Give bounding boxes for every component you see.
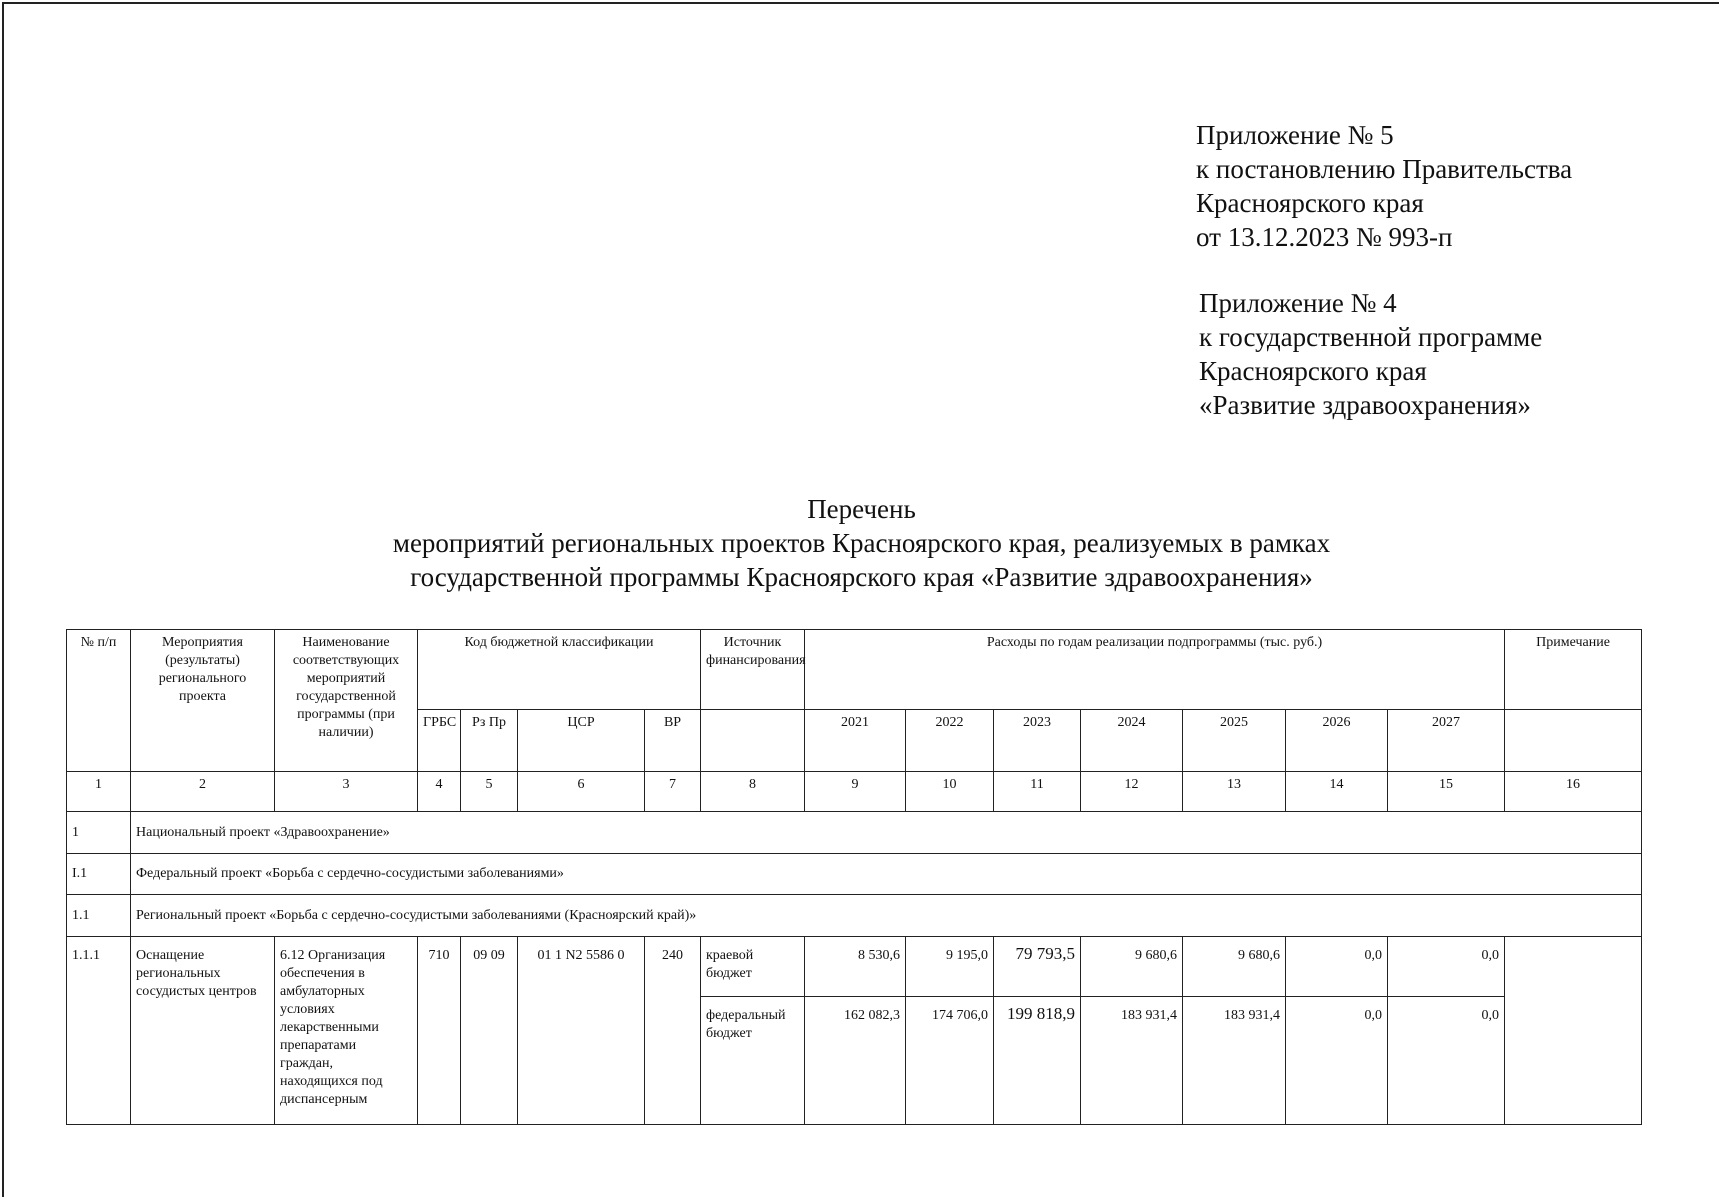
header-year: 2021 (805, 710, 906, 772)
section-num: I.1 (67, 854, 131, 895)
row-grbs: 710 (418, 937, 461, 1125)
attachment-5-header (1196, 118, 1572, 254)
column-number: 2 (131, 772, 275, 812)
attachment-4-line2: к государственной программе (1199, 322, 1543, 352)
attachment-4-line3: Красноярского края (1199, 356, 1427, 386)
header-measures: Мероприятия (результаты) регионального проекта (131, 630, 275, 772)
funding-value: 0,0 (1286, 937, 1388, 997)
attachment-4-line4: «Развитие здравоохранения» (1199, 390, 1531, 420)
row-csr: 01 1 N2 5586 0 (518, 937, 645, 1125)
funding-value: 9 680,6 (1183, 937, 1286, 997)
funding-value: 0,0 (1388, 937, 1505, 997)
section-num: 1.1 (67, 895, 131, 937)
funding-value: 162 082,3 (805, 997, 906, 1125)
section-row (67, 812, 1642, 854)
column-number: 3 (275, 772, 418, 812)
title-line1: Перечень (807, 494, 916, 524)
column-number: 12 (1081, 772, 1183, 812)
header-source-empty (701, 710, 805, 772)
section-text: Региональный проект «Борьба с сердечно-сосудистыми заболеваниями (Красноярский край)» (131, 895, 1642, 937)
column-number: 5 (461, 772, 518, 812)
measures-table (66, 629, 1642, 1125)
column-number: 14 (1286, 772, 1388, 812)
column-number: 13 (1183, 772, 1286, 812)
funding-value: 8 530,6 (805, 937, 906, 997)
column-number: 16 (1505, 772, 1642, 812)
header-num: № п/п (67, 630, 131, 772)
row-num: 1.1.1 (67, 937, 131, 1125)
funding-value: 9 195,0 (906, 937, 994, 997)
attachment-5-line3: Красноярского края (1196, 188, 1424, 218)
header-program-measures: Наименование соответствующих мероприятий государственной программы (при наличии) (275, 630, 418, 772)
header-year: 2022 (906, 710, 994, 772)
funding-value: 183 931,4 (1183, 997, 1286, 1125)
section-row (67, 895, 1642, 937)
header-rzpr: Рз Пр (461, 710, 518, 772)
funding-value: 79 793,5 (994, 937, 1081, 997)
column-number: 8 (701, 772, 805, 812)
header-expenses: Расходы по годам реализации подпрограммы (тыс. руб.) (805, 630, 1505, 710)
header-year: 2026 (1286, 710, 1388, 772)
header-csr: ЦСР (518, 710, 645, 772)
section-num: 1 (67, 812, 131, 854)
column-number: 4 (418, 772, 461, 812)
column-number: 15 (1388, 772, 1505, 812)
attachment-5-line2: к постановлению Правительства (1196, 154, 1573, 184)
row-rzpr: 09 09 (461, 937, 518, 1125)
document-title (0, 492, 1723, 594)
header-year: 2023 (994, 710, 1081, 772)
header-budget-code: Код бюджетной классификации (418, 630, 701, 710)
column-number: 10 (906, 772, 994, 812)
column-number: 11 (994, 772, 1081, 812)
header-year: 2027 (1388, 710, 1505, 772)
header-year: 2024 (1081, 710, 1183, 772)
column-numbers-row (67, 772, 1642, 812)
column-number: 1 (67, 772, 131, 812)
header-source: Источник финансирования (701, 630, 805, 710)
table-row (67, 937, 1642, 997)
row-program-measure: 6.12 Организация обеспечения в амбулаторных условиях лекарственными препаратами граждан, находящихся под диспансерным (275, 937, 418, 1125)
section-text: Федеральный проект «Борьба с сердечно-сосудистыми заболеваниями» (131, 854, 1642, 895)
attachment-4-line1: Приложение № 4 (1199, 288, 1397, 318)
funding-value: 9 680,6 (1081, 937, 1183, 997)
header-row-1 (67, 630, 1642, 710)
title-line3: государственной программы Красноярского края «Развитие здравоохранения» (410, 562, 1313, 592)
row-measure: Оснащение региональных сосудистых центров (131, 937, 275, 1125)
attachment-5-line4: от 13.12.2023 № 993-п (1196, 222, 1453, 252)
funding-value: 174 706,0 (906, 997, 994, 1125)
title-line2: мероприятий региональных проектов Красноярского края, реализуемых в рамках (392, 528, 1331, 558)
header-grbs: ГРБС (418, 710, 461, 772)
column-number: 6 (518, 772, 645, 812)
attachment-5-line1: Приложение № 5 (1196, 120, 1394, 150)
row-vr: 240 (645, 937, 701, 1125)
column-number: 7 (645, 772, 701, 812)
header-note: Примечание (1505, 630, 1642, 710)
funding-value: 183 931,4 (1081, 997, 1183, 1125)
funding-source: краевой бюджет (701, 937, 805, 997)
funding-source: федеральный бюджет (701, 997, 805, 1125)
header-note-empty (1505, 710, 1642, 772)
funding-value: 199 818,9 (994, 997, 1081, 1125)
attachment-4-header (1199, 286, 1542, 422)
section-text: Национальный проект «Здравоохранение» (131, 812, 1642, 854)
funding-value: 0,0 (1286, 997, 1388, 1125)
funding-value: 0,0 (1388, 997, 1505, 1125)
header-year: 2025 (1183, 710, 1286, 772)
section-row (67, 854, 1642, 895)
column-number: 9 (805, 772, 906, 812)
row-note (1505, 937, 1642, 1125)
header-vr: ВР (645, 710, 701, 772)
